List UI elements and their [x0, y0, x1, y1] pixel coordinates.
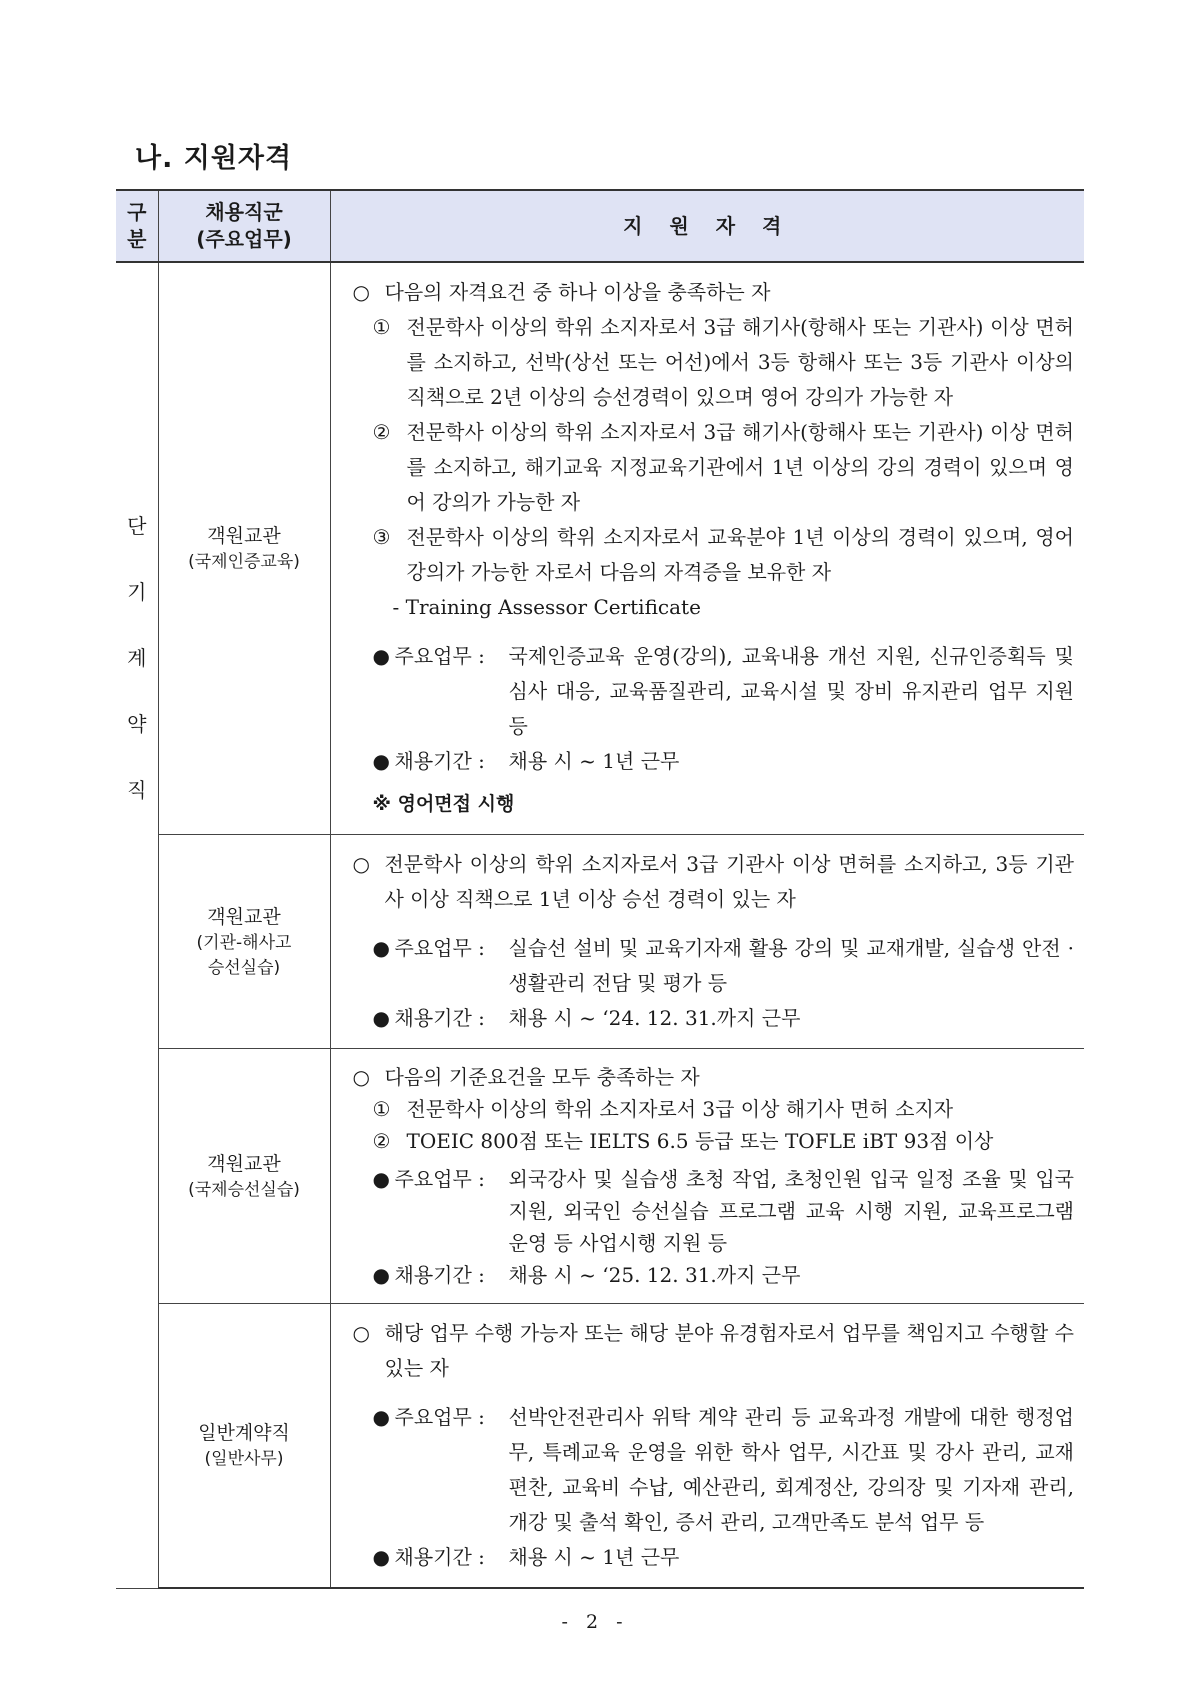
job-cell: 객원교관 (기관-해사고 승선실습) [158, 835, 330, 1049]
table-row [116, 262, 1084, 835]
note-text: ※ 영어면접 시행 [372, 793, 515, 815]
period-line: ● 채용기간 : 채용 시 ~ 1년 근무 [372, 749, 680, 773]
duty-line: ● 주요업무 : 선박안전관리사 위탁 계약 관리 등 교육과정 개발에 대한 행정업무, 특례교육 운영을 위한 학사 업무, 시간표 및 강사 관리, 교재 편찬, 교육비 수납, 예산관리, 회계정산, 강의장 및 기자재 관리, 개강 및 출석 확인, 증서 관리, 고객만족도 분석 업무 등 [372, 1405, 1074, 1534]
list-item: ③ 전문학사 이상의 학위 소지자로서 교육분야 1년 이상의 경력이 있으며, 영어 강의가 가능한 자로서 다음의 자격증을 보유한 자 [372, 525, 1074, 584]
duty-line: ● 주요업무 : 외국강사 및 실습생 초청 작업, 초청인원 입국 일정 조율 및 입국 지원, 외국인 승선실습 프로그램 교육 시행 지원, 교육프로그램 운영 등 사업시행 지원 등 [372, 1167, 1074, 1255]
period-line: ● 채용기간 : 채용 시 ~ ‘24. 12. 31.까지 근무 [372, 1006, 801, 1030]
table-row [116, 1304, 1084, 1589]
qualification-cell: ○ 해당 업무 수행 가능자 또는 해당 분야 유경험자로서 업무를 책임지고 수행할 수 있는 자 ● 주요업무 : 선박안전관리사 위탁 계약 관리 등 교육과정 개발에 대한 행정업무, 특례교육 운영을 위한 학사 업무, 시간표 및 강사 관리, 교재 편찬, 교육비 수납, 예산관리, 회계정산, 강의장 및 기자재 관리, 개강 및 출석 확인, 증서 관리, 고객만족도 분석 업무 등 ● 채용기간 : 채용 시 ~ 1년 근무 [330, 1304, 1084, 1589]
qualification-cell: ○ 다음의 자격요건 중 하나 이상을 충족하는 자 ① 전문학사 이상의 학위 소지자로서 3급 해기사(항해사 또는 기관사) 이상 면허를 소지하고, 선박(상선 또는 어선)에서 3등 항해사 또는 3등 기관사 이상의 직책으로 2년 이상의 승선경력이 있으며 영어 강의가 가능한 자 ② 전문학사 이상의 학위 소지자로서 3급 해기사(항해사 또는 기관사) 이상 면허를 소지하고, 해기교육 지정교육기관에서 1년 이상의 강의 경력이 있으며 영어 강의가 가능한 자 ③ 전문학사 이상의 학위 소지자로서 교육분야 1년 이상의 경력이 있으며, 영어 강의가 가능한 자로서 다음의 자격증을 보유한 자 - Training Assessor Certificate ● 주요업무 : 국제인증교육 운영(강의), 교육내용 개선 지원, 신규인증획득 및 심사 대응, 교육품질관리, 교육시설 및 장비 유지관리 업무 지원 등 ● 채용기간 : 채용 시 ~ 1년 근무 ※ 영어면접 시행 [330, 262, 1084, 835]
qualification-cell: ○ 전문학사 이상의 학위 소지자로서 3급 기관사 이상 면허를 소지하고, 3등 기관사 이상 직책으로 1년 이상 승선 경력이 있는 자 ● 주요업무 : 실습선 설비 및 교육기자재 활용 강의 및 교재개발, 실습생 안전 · 생활관리 전담 및 평가 등 ● 채용기간 : 채용 시 ~ ‘24. 12. 31.까지 근무 [330, 835, 1084, 1049]
gubun-cell: 단 기 계 약 직 [116, 262, 158, 1588]
period-line: ● 채용기간 : 채용 시 ~ ‘25. 12. 31.까지 근무 [372, 1263, 801, 1287]
list-item: ② 전문학사 이상의 학위 소지자로서 3급 해기사(항해사 또는 기관사) 이상 면허를 소지하고, 해기교육 지정교육기관에서 1년 이상의 강의 경력이 있으며 영어 강의가 가능한 자 [372, 420, 1074, 514]
list-item: ② TOEIC 800점 또는 IELTS 6.5 등급 또는 TOFLE iBT 93점 이상 [372, 1129, 994, 1153]
section-title: 나. 지원자격 [135, 143, 293, 174]
list-item: ① 전문학사 이상의 학위 소지자로서 3급 해기사(항해사 또는 기관사) 이상 면허를 소지하고, 선박(상선 또는 어선)에서 3등 항해사 또는 3등 기관사 이상의 직책으로 2년 이상의 승선경력이 있으며 영어 강의가 가능한 자 [372, 315, 1074, 409]
job-cell: 객원교관 (국제승선실습) [158, 1049, 330, 1304]
job-cell: 객원교관 (국제인증교육) [158, 262, 330, 835]
period-line: ● 채용기간 : 채용 시 ~ 1년 근무 [372, 1545, 680, 1569]
table-header-row [116, 190, 1084, 262]
duty-line: ● 주요업무 : 실습선 설비 및 교육기자재 활용 강의 및 교재개발, 실습생 안전 · 생활관리 전담 및 평가 등 [372, 936, 1074, 995]
duty-line: ● 주요업무 : 국제인증교육 운영(강의), 교육내용 개선 지원, 신규인증획득 및 심사 대응, 교육품질관리, 교육시설 및 장비 유지관리 업무 지원 등 [372, 644, 1074, 738]
header-job: 채용직군 (주요업무) [158, 190, 330, 262]
qualification-table [116, 189, 1084, 1589]
page-number: - 2 - [561, 1611, 629, 1633]
list-item: ① 전문학사 이상의 학위 소지자로서 3급 이상 해기사 면허 소지자 [372, 1097, 954, 1121]
header-qualification: 지 원 자 격 [330, 190, 1084, 262]
job-cell: 일반계약직 (일반사무) [158, 1304, 330, 1589]
qualification-cell: ○ 다음의 기준요건을 모두 충족하는 자 ① 전문학사 이상의 학위 소지자로서 3급 이상 해기사 면허 소지자 ② TOEIC 800점 또는 IELTS 6.5 등급 또는 TOFLE iBT 93점 이상 ● 주요업무 : 외국강사 및 실습생 초청 작업, 초청인원 입국 일정 조율 및 입국 지원, 외국인 승선실습 프로그램 교육 시행 지원, 교육프로그램 운영 등 사업시행 지원 등 ● 채용기간 : 채용 시 ~ ‘25. 12. 31.까지 근무 [330, 1049, 1084, 1304]
header-gubun: 구 분 [116, 190, 158, 262]
table-row [116, 835, 1084, 1049]
table-row [116, 1049, 1084, 1304]
